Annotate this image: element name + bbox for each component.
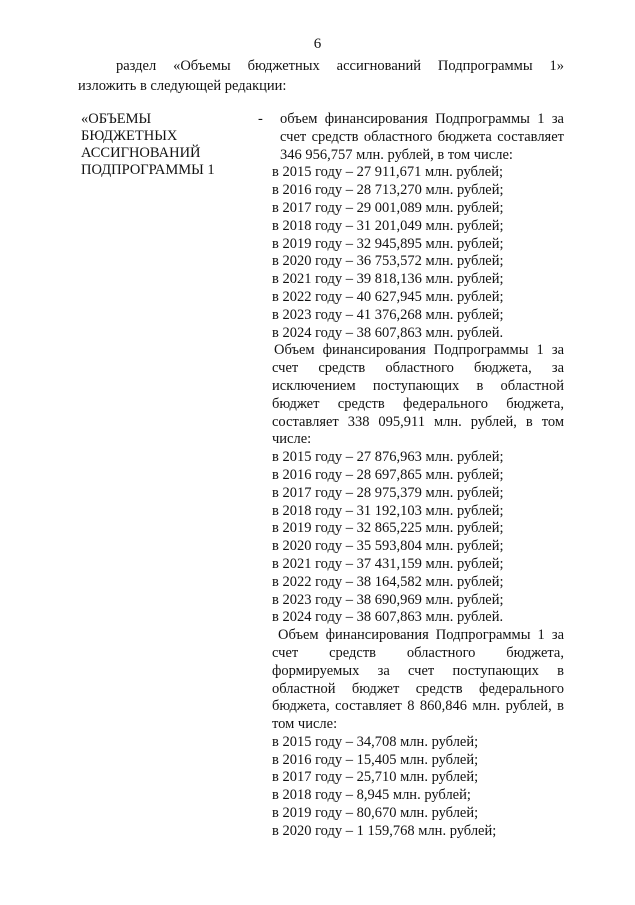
heading-line: ПОДПРОГРАММЫ 1 (81, 162, 215, 178)
block-line: исключением поступающих в областной (272, 377, 564, 394)
list-dash: - (258, 111, 263, 127)
year-line: в 2021 году – 39 818,136 млн. рублей; (272, 271, 504, 288)
year-line: в 2015 году – 27 876,963 млн. рублей; (272, 449, 504, 466)
year-line: в 2018 году – 31 201,049 млн. рублей; (272, 217, 504, 234)
heading-line: АССИГНОВАНИЙ (81, 145, 201, 161)
year-line: в 2018 году – 31 192,103 млн. рублей; (272, 502, 504, 519)
intro-paragraph (78, 56, 564, 96)
year-line: в 2024 году – 38 607,863 млн. рублей. (272, 324, 504, 341)
heading-line: «ОБЪЕМЫ (81, 111, 152, 127)
block-line: бюджет средств федерального бюджета, (272, 395, 564, 412)
year-line: в 2015 году – 34,708 млн. рублей; (272, 733, 479, 750)
block-line: счет средств областного бюджета, (272, 644, 564, 661)
year-line: в 2017 году – 25,710 млн. рублей; (272, 769, 479, 786)
funding-block-federal (272, 627, 564, 841)
block-line: бюджета, составляет 8 860,846 млн. рублей, в (272, 698, 564, 715)
block-line: объем финансирования Подпрограммы 1 за (280, 111, 564, 127)
funding-text (272, 111, 564, 841)
intro-line-2: изложить в следующей редакции: (78, 78, 287, 94)
year-line: в 2024 году – 38 607,863 млн. рублей. (272, 609, 504, 626)
year-line: в 2020 году – 35 593,804 млн. рублей; (272, 538, 504, 555)
year-line: в 2020 году – 1 159,768 млн. рублей; (272, 822, 497, 839)
block-line: 346 956,757 млн. рублей, в том числе: (280, 146, 513, 163)
year-line: в 2015 году – 27 911,671 млн. рублей; (272, 164, 503, 181)
block-line: том числе: (272, 716, 338, 733)
year-line: в 2022 году – 38 164,582 млн. рублей; (272, 573, 504, 590)
funding-block-regional (272, 342, 564, 627)
block-line: счет средств областного бюджета составляет (280, 128, 564, 145)
year-line: в 2017 году – 28 975,379 млн. рублей; (272, 484, 504, 501)
year-line: в 2019 году – 32 865,225 млн. рублей; (272, 520, 504, 537)
block-line: счет средств областного бюджета, за (272, 360, 564, 377)
year-line: в 2020 году – 36 753,572 млн. рублей; (272, 253, 504, 270)
year-line: в 2016 году – 28 697,865 млн. рублей; (272, 466, 504, 483)
funding-block-total (272, 111, 564, 342)
block-line: составляет 338 095,911 млн. рублей, в том (272, 413, 564, 430)
year-line: в 2018 году – 8,945 млн. рублей; (272, 787, 471, 804)
year-line: в 2019 году – 32 945,895 млн. рублей; (272, 235, 504, 252)
heading-line: БЮДЖЕТНЫХ (81, 128, 178, 144)
year-line: в 2016 году – 15,405 млн. рублей; (272, 751, 479, 768)
intro-line-1: раздел «Объемы бюджетных ассигнований Подпрограммы 1» (116, 58, 564, 74)
year-line: в 2021 году – 37 431,159 млн. рублей; (272, 555, 504, 572)
year-line: в 2019 году – 80,670 млн. рублей; (272, 805, 479, 822)
block-line: Объем финансирования Подпрограммы 1 за (278, 627, 564, 644)
year-line: в 2017 году – 29 001,089 млн. рублей; (272, 199, 504, 216)
block-line: областной бюджет средств федерального (272, 680, 564, 697)
section-heading (81, 111, 251, 179)
block-line: Объем финансирования Подпрограммы 1 за (274, 342, 564, 359)
year-line: в 2023 году – 41 376,268 млн. рублей; (272, 306, 504, 323)
block-line: формируемых за счет поступающих в (272, 662, 564, 679)
page-number: 6 (313, 36, 322, 52)
year-line: в 2022 году – 40 627,945 млн. рублей; (272, 288, 504, 305)
year-line: в 2016 году – 28 713,270 млн. рублей; (272, 182, 504, 199)
year-line: в 2023 году – 38 690,969 млн. рублей; (272, 591, 504, 608)
block-line: числе: (272, 431, 312, 448)
